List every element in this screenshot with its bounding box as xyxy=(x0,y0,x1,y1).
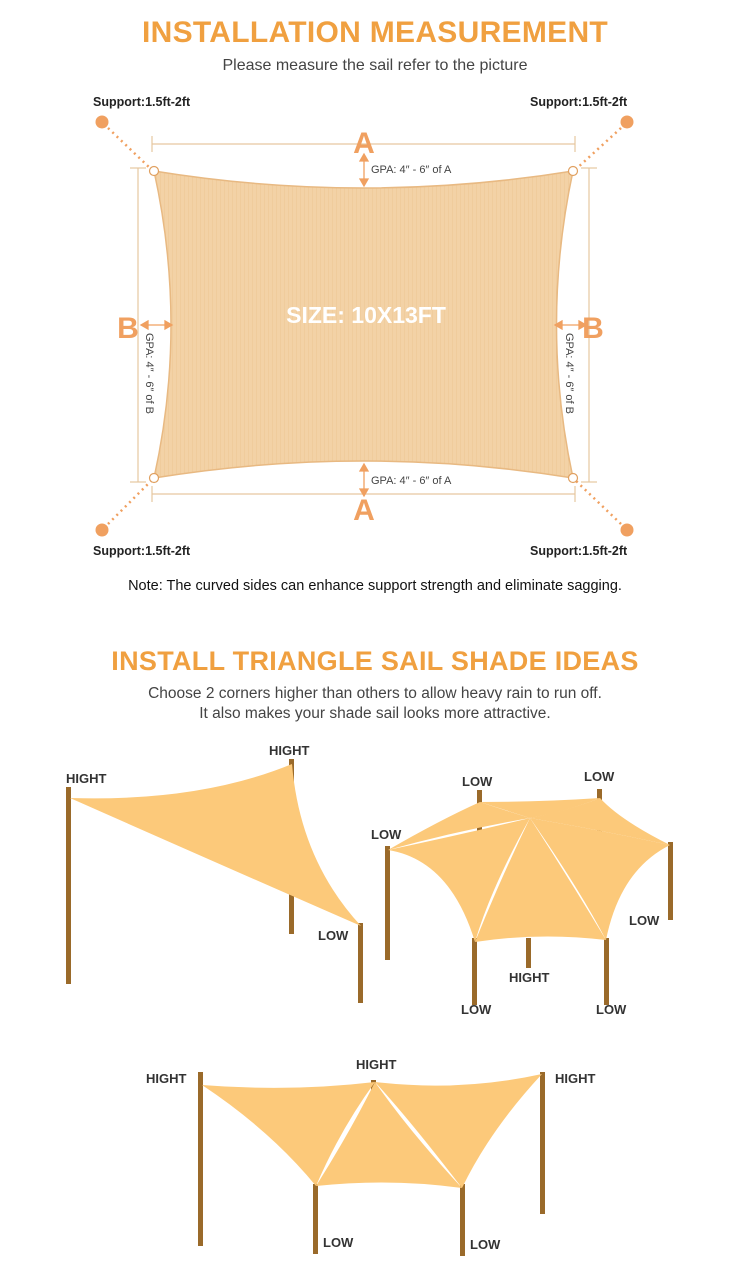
label-low-6: LOW xyxy=(461,1002,492,1017)
label-high-5: HIGHT xyxy=(356,1057,397,1072)
label-low-7: LOW xyxy=(596,1002,627,1017)
support-label-bottom-right: Support:1.5ft-2ft xyxy=(530,544,628,558)
gpa-label-left: GPA: 4″ - 6″ of B xyxy=(143,333,155,414)
pole xyxy=(313,1184,318,1254)
label-low-8: LOW xyxy=(323,1235,354,1250)
label-high-4: HIGHT xyxy=(146,1071,187,1086)
triangle-sail xyxy=(70,764,361,926)
anchor-point-top-right xyxy=(621,116,634,129)
pole xyxy=(540,1072,545,1214)
label-low-4: LOW xyxy=(371,827,402,842)
label-low-9: LOW xyxy=(470,1237,501,1252)
pole xyxy=(358,923,363,1003)
rectangle-sail-diagram xyxy=(0,0,750,600)
label-low-1: LOW xyxy=(318,928,349,943)
curved-sides-note: Note: The curved sides can enhance support strength and eliminate sagging. xyxy=(128,578,622,594)
support-label-bottom-left: Support:1.5ft-2ft xyxy=(93,544,191,558)
anchor-point-top-left xyxy=(96,116,109,129)
pole xyxy=(385,846,390,960)
dimension-b-right: B xyxy=(582,312,604,345)
label-high-6: HIGHT xyxy=(555,1071,596,1086)
single-triangle-illustration xyxy=(0,740,380,1010)
label-high-1: HIGHT xyxy=(66,771,107,786)
pole xyxy=(66,787,71,984)
pole xyxy=(472,938,477,1005)
pole xyxy=(604,938,609,1005)
label-low-3: LOW xyxy=(584,769,615,784)
row-sails xyxy=(202,1074,542,1188)
dimension-a-top: A xyxy=(353,127,375,160)
three-triangle-illustration xyxy=(190,1060,560,1260)
gpa-label-top: GPA: 4″ - 6″ of A xyxy=(371,164,452,176)
four-triangle-illustration xyxy=(380,740,680,1030)
triangle-ideas-line-1: Choose 2 corners higher than others to allow heavy rain to run off. xyxy=(148,685,602,702)
dimension-a-bottom: A xyxy=(353,494,375,527)
label-high-2: HIGHT xyxy=(269,743,310,758)
installation-title: INSTALLATION MEASUREMENT xyxy=(141,16,609,49)
pole xyxy=(526,938,531,968)
dimension-b-left: B xyxy=(117,312,139,345)
pole xyxy=(668,842,673,920)
gpa-label-right: GPA: 4″ - 6″ of B xyxy=(563,333,575,414)
gpa-label-bottom: GPA: 4″ - 6″ of A xyxy=(371,475,452,487)
installation-subtitle: Please measure the sail refer to the picture xyxy=(222,57,528,74)
anchor-point-bottom-right xyxy=(621,524,634,537)
triangle-ideas-line-2: It also makes your shade sail looks more attractive. xyxy=(199,705,551,722)
label-high-3: HIGHT xyxy=(509,970,550,985)
label-low-2: LOW xyxy=(462,774,493,789)
pole xyxy=(460,1184,465,1256)
sail-size-label: SIZE: 10X13FT xyxy=(286,302,446,328)
anchor-point-bottom-left xyxy=(96,524,109,537)
hexagon-sails xyxy=(388,798,670,942)
support-label-top-left: Support:1.5ft-2ft xyxy=(93,95,191,109)
triangle-ideas-title: INSTALL TRIANGLE SAIL SHADE IDEAS xyxy=(111,646,639,676)
pole xyxy=(198,1072,203,1246)
label-low-5: LOW xyxy=(629,913,660,928)
support-label-top-right: Support:1.5ft-2ft xyxy=(530,95,628,109)
